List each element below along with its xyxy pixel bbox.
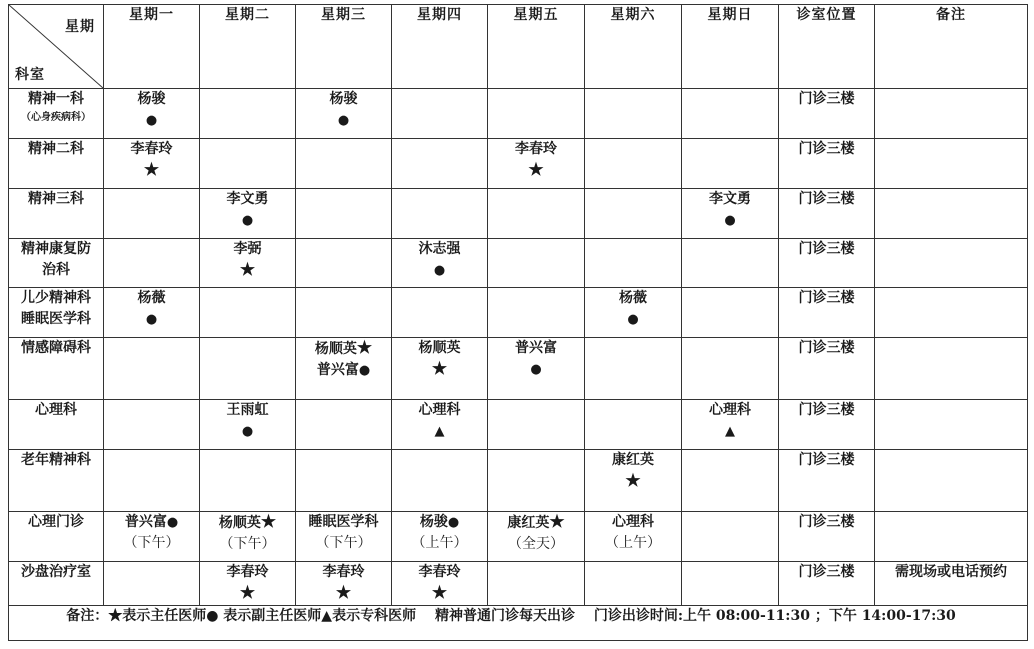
doctor-name: 李春玲 (322, 564, 365, 580)
doctor-name: 普兴富 (124, 514, 167, 530)
star-icon: ★ (335, 583, 352, 603)
schedule-cell (488, 139, 585, 189)
rank-mark (296, 110, 391, 131)
schedule-cell (682, 288, 779, 338)
department-name: 睡眠医学科 (21, 311, 91, 327)
location-cell: 门诊三楼 (779, 512, 875, 562)
star-icon: ★ (625, 471, 641, 491)
schedule-cell (200, 338, 296, 400)
schedule-cell (682, 239, 779, 288)
doctor-line (392, 512, 487, 533)
rank-mark (200, 260, 295, 282)
rank-mark (392, 421, 487, 442)
rank-mark (682, 210, 778, 231)
doctor-name: 康红英 (507, 515, 550, 531)
schedule-cell (392, 512, 488, 562)
schedule-cell (296, 89, 392, 139)
dot-icon: ● (145, 312, 158, 327)
footer-note (9, 606, 1028, 641)
table-row (9, 562, 1028, 606)
schedule-cell (585, 562, 682, 606)
department-name: 精神一科 (28, 91, 84, 107)
schedule-cell (200, 139, 296, 189)
schedule-table (8, 4, 1028, 641)
schedule-cell (488, 239, 585, 288)
schedule-cell (682, 338, 779, 400)
doctor-name: 心理科 (709, 402, 751, 418)
schedule-cell (200, 562, 296, 606)
schedule-cell (488, 512, 585, 562)
doctor-name: 杨顺英 (314, 341, 357, 357)
doctor-name: 杨薇 (619, 290, 647, 306)
schedule-cell (104, 239, 200, 288)
schedule-cell (392, 450, 488, 512)
rank-mark (104, 309, 199, 330)
schedule-cell (200, 288, 296, 338)
location-cell: 门诊三楼 (779, 139, 875, 189)
schedule-cell (296, 562, 392, 606)
schedule-cell (392, 562, 488, 606)
schedule-cell (104, 338, 200, 400)
schedule-cell (488, 400, 585, 450)
doctor-name: 杨薇 (137, 290, 166, 306)
day-header: 星期日 (682, 5, 779, 89)
doctor-name: 杨顺英 (218, 515, 261, 531)
session-time: （下午） (315, 535, 372, 551)
doctor-line (585, 512, 681, 533)
note-cell (875, 450, 1028, 512)
doctor-name: 李春玲 (418, 564, 461, 580)
schedule-cell (585, 288, 682, 338)
schedule-cell (392, 189, 488, 239)
doctor-name: 杨顺英 (418, 340, 461, 356)
corner-bottom-label: 科室 (15, 67, 45, 83)
location-header: 诊室位置 (779, 5, 875, 89)
doctor-name: 李文勇 (709, 191, 751, 207)
doctor-line (200, 512, 295, 534)
table-row (9, 89, 1028, 139)
triangle-icon: ▲ (725, 424, 735, 439)
department-name: 心理门诊 (28, 514, 84, 530)
day-header: 星期四 (392, 5, 488, 89)
schedule-cell (296, 239, 392, 288)
location-cell: 门诊三楼 (779, 288, 875, 338)
location-cell: 门诊三楼 (779, 89, 875, 139)
note-cell (875, 512, 1028, 562)
schedule-cell (682, 512, 779, 562)
dot-icon: ● (358, 363, 371, 378)
doctor-line (104, 512, 199, 533)
table-row (9, 338, 1028, 400)
schedule-cell (392, 338, 488, 400)
note-header: 备注 (875, 5, 1028, 89)
clinic-hours-text: 门诊出诊时间:上午 08:00-11:30 ；下午 14:00-17:30 (593, 608, 956, 624)
rank-mark (488, 160, 584, 182)
dot-icon: ● (724, 213, 736, 228)
department-name: 沙盘治疗室 (21, 564, 91, 580)
doctor-line (296, 512, 391, 533)
rank-mark (200, 210, 295, 231)
schedule-cell (585, 512, 682, 562)
rank-mark (392, 260, 487, 281)
department-name: 精神三科 (28, 191, 84, 207)
department-cell (9, 400, 104, 450)
schedule-cell (585, 239, 682, 288)
schedule-cell (200, 189, 296, 239)
table-row (9, 512, 1028, 562)
day-header: 星期二 (200, 5, 296, 89)
table-row (9, 288, 1028, 338)
schedule-cell (296, 512, 392, 562)
doctor-name: 李文勇 (226, 191, 269, 207)
department-cell (9, 89, 104, 139)
schedule-cell (488, 189, 585, 239)
doctor-name: 李春玲 (130, 141, 173, 157)
schedule-cell (200, 400, 296, 450)
schedule-cell (682, 562, 779, 606)
department-cell (9, 239, 104, 288)
schedule-cell (585, 89, 682, 139)
table-row (9, 239, 1028, 288)
rank-mark (104, 160, 199, 182)
location-cell: 门诊三楼 (779, 189, 875, 239)
rank-mark (488, 359, 584, 380)
schedule-cell (104, 562, 200, 606)
department-cell (9, 189, 104, 239)
header-row (9, 5, 1028, 89)
footer-row (9, 606, 1028, 641)
doctor-name: 李春玲 (226, 564, 269, 580)
schedule-cell (296, 450, 392, 512)
table-row (9, 400, 1028, 450)
dot-icon: ● (627, 312, 639, 327)
rank-mark (682, 421, 778, 442)
department-name: 治科 (42, 262, 70, 278)
schedule-cell (104, 89, 200, 139)
doctor-name: 心理科 (418, 402, 461, 418)
schedule-cell (585, 450, 682, 512)
schedule-cell (104, 400, 200, 450)
note-cell (875, 400, 1028, 450)
rank-mark (200, 421, 295, 442)
schedule-cell (585, 400, 682, 450)
dot-icon: ● (241, 213, 254, 228)
day-header: 星期三 (296, 5, 392, 89)
dot-icon: ● (433, 263, 446, 278)
schedule-cell (585, 139, 682, 189)
note-cell (875, 139, 1028, 189)
table-row (9, 189, 1028, 239)
session-time: （下午） (219, 536, 276, 552)
doctor-name: 杨骏 (137, 91, 166, 107)
schedule-cell (488, 450, 585, 512)
day-header: 星期六 (585, 5, 682, 89)
schedule-cell (104, 512, 200, 562)
schedule-cell (392, 139, 488, 189)
schedule-cell (104, 450, 200, 512)
department-cell (9, 512, 104, 562)
schedule-cell (392, 89, 488, 139)
corner-top-label: 星期 (65, 19, 95, 35)
rank-mark (296, 583, 391, 605)
department-cell (9, 562, 104, 606)
dot-icon: ● (530, 362, 542, 377)
doctor-line (488, 512, 584, 534)
department-name: 情感障碍科 (21, 340, 91, 356)
doctor-name: 李弼 (233, 241, 262, 257)
department-cell (9, 139, 104, 189)
session-time: （全天） (508, 536, 564, 552)
department-name: 心理科 (35, 402, 77, 418)
schedule-cell (200, 512, 296, 562)
day-header: 星期五 (488, 5, 585, 89)
session-time: （上午） (411, 535, 468, 551)
department-name: 儿少精神科 (21, 290, 91, 306)
doctor-name: 王雨虹 (226, 402, 269, 418)
note-cell (875, 189, 1028, 239)
doctor-name: 杨骏 (329, 91, 358, 107)
doctor-line (296, 360, 391, 381)
rank-mark (585, 309, 681, 330)
schedule-cell (296, 338, 392, 400)
doctor-name: 心理科 (612, 514, 654, 530)
location-cell: 门诊三楼 (779, 400, 875, 450)
dot-icon: ● (337, 113, 350, 128)
star-icon: ★ (143, 160, 160, 180)
department-cell (9, 338, 104, 400)
rank-mark (104, 110, 199, 131)
doctor-name: 杨骏 (419, 514, 448, 530)
dot-icon: ● (166, 515, 179, 530)
note-cell (875, 239, 1028, 288)
location-cell: 门诊三楼 (779, 450, 875, 512)
note-cell (875, 288, 1028, 338)
schedule-cell (296, 400, 392, 450)
star-icon: ★ (549, 512, 565, 532)
schedule-cell (488, 288, 585, 338)
dot-icon: ● (145, 113, 158, 128)
doctor-name: 李春玲 (515, 141, 557, 157)
star-icon: ★ (528, 160, 544, 180)
location-cell: 门诊三楼 (779, 338, 875, 400)
schedule-cell (392, 288, 488, 338)
department-name: 老年精神科 (21, 452, 91, 468)
doctor-name: 普兴富 (316, 362, 359, 378)
department-name: 精神二科 (28, 141, 84, 157)
triangle-icon: ▲ (434, 424, 445, 439)
schedule-cell (104, 139, 200, 189)
schedule-cell (682, 89, 779, 139)
schedule-cell (392, 400, 488, 450)
department-cell (9, 288, 104, 338)
department-name: 精神康复防 (21, 241, 91, 257)
dot-icon: ● (447, 515, 460, 530)
doctor-line (296, 338, 391, 360)
schedule-cell (392, 239, 488, 288)
star-icon: ★ (431, 359, 448, 379)
note-cell (875, 338, 1028, 400)
location-cell: 门诊三楼 (779, 562, 875, 606)
note-cell (875, 89, 1028, 139)
department-subname: （心身疾病科） (21, 112, 91, 123)
schedule-cell (200, 89, 296, 139)
legend-text: 备注：★表示主任医师● 表示副主任医师▲表示专科医师 (66, 608, 417, 624)
schedule-cell (682, 450, 779, 512)
schedule-cell (585, 189, 682, 239)
table-row (9, 139, 1028, 189)
doctor-name: 普兴富 (515, 340, 557, 356)
schedule-cell (104, 288, 200, 338)
doctor-name: 康红英 (612, 452, 654, 468)
doctor-name: 睡眠医学科 (308, 514, 379, 530)
schedule-cell (296, 288, 392, 338)
schedule-cell (104, 189, 200, 239)
rank-mark (392, 583, 487, 605)
schedule-cell (682, 189, 779, 239)
star-icon: ★ (431, 583, 448, 603)
corner-header (9, 5, 104, 89)
star-icon: ★ (239, 583, 256, 603)
schedule-cell (488, 89, 585, 139)
note-cell: 需现场或电话预约 (875, 562, 1028, 606)
session-time: （上午） (605, 535, 661, 551)
schedule-cell (682, 400, 779, 450)
department-cell (9, 450, 104, 512)
schedule-cell (488, 562, 585, 606)
schedule-cell (296, 189, 392, 239)
schedule-cell (200, 450, 296, 512)
session-time: （下午） (123, 535, 180, 551)
general-clinic-text: 精神普通门诊每天出诊 (434, 608, 575, 624)
location-cell: 门诊三楼 (779, 239, 875, 288)
rank-mark (392, 359, 487, 381)
doctor-name: 沐志强 (418, 241, 461, 257)
schedule-cell (488, 338, 585, 400)
schedule-cell (585, 338, 682, 400)
star-icon: ★ (239, 260, 256, 280)
schedule-cell (296, 139, 392, 189)
day-header: 星期一 (104, 5, 200, 89)
star-icon: ★ (260, 512, 277, 532)
rank-mark (585, 471, 681, 493)
schedule-cell (682, 139, 779, 189)
table-row (9, 450, 1028, 512)
rank-mark (200, 583, 295, 605)
schedule-cell (200, 239, 296, 288)
star-icon: ★ (356, 338, 373, 358)
dot-icon: ● (241, 424, 254, 439)
